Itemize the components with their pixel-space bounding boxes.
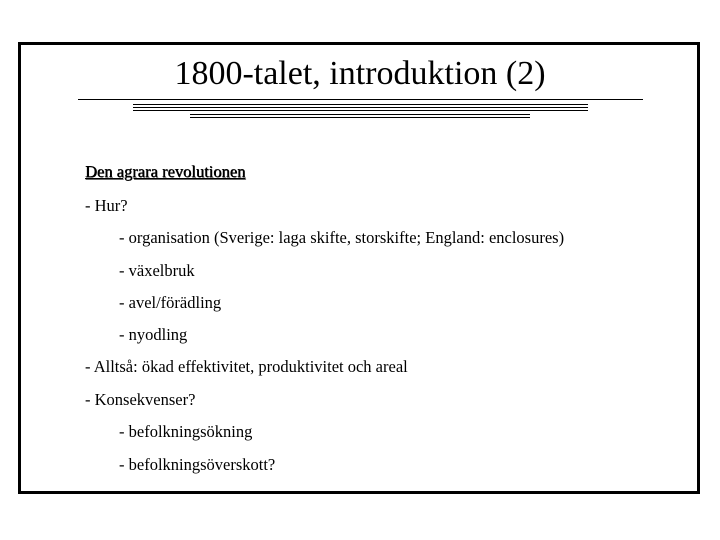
sub-bullet-nyodling: - nyodling xyxy=(119,325,188,344)
title-rule-3 xyxy=(133,107,588,108)
title-rule-2 xyxy=(133,104,588,105)
slide-title: 1800-talet, introduktion (2) xyxy=(174,55,546,92)
sub-bullet-befolkningsokning: - befolkningsökning xyxy=(119,422,253,441)
title-rule-1 xyxy=(78,99,643,100)
bullet-hur: - Hur? xyxy=(85,196,128,215)
title-rule-6 xyxy=(190,117,530,118)
title-rule-4 xyxy=(133,110,588,111)
sub-bullet-organisation: - organisation (Sverige: laga skifte, storskifte; England: enclosures) xyxy=(119,228,565,247)
sub-bullet-befolkningsoverskott: - befolkningsöverskott? xyxy=(119,455,276,474)
sub-bullet-vaxelbruk: - växelbruk xyxy=(119,261,195,280)
bullet-konsekvenser: - Konsekvenser? xyxy=(85,390,196,409)
sub-bullet-avel: - avel/förädling xyxy=(119,293,222,312)
section-heading: Den agrara revolutionen xyxy=(85,162,246,181)
bullet-alltsa: - Alltså: ökad effektivitet, produktivitet och areal xyxy=(85,357,408,376)
title-rule-5 xyxy=(190,114,530,115)
